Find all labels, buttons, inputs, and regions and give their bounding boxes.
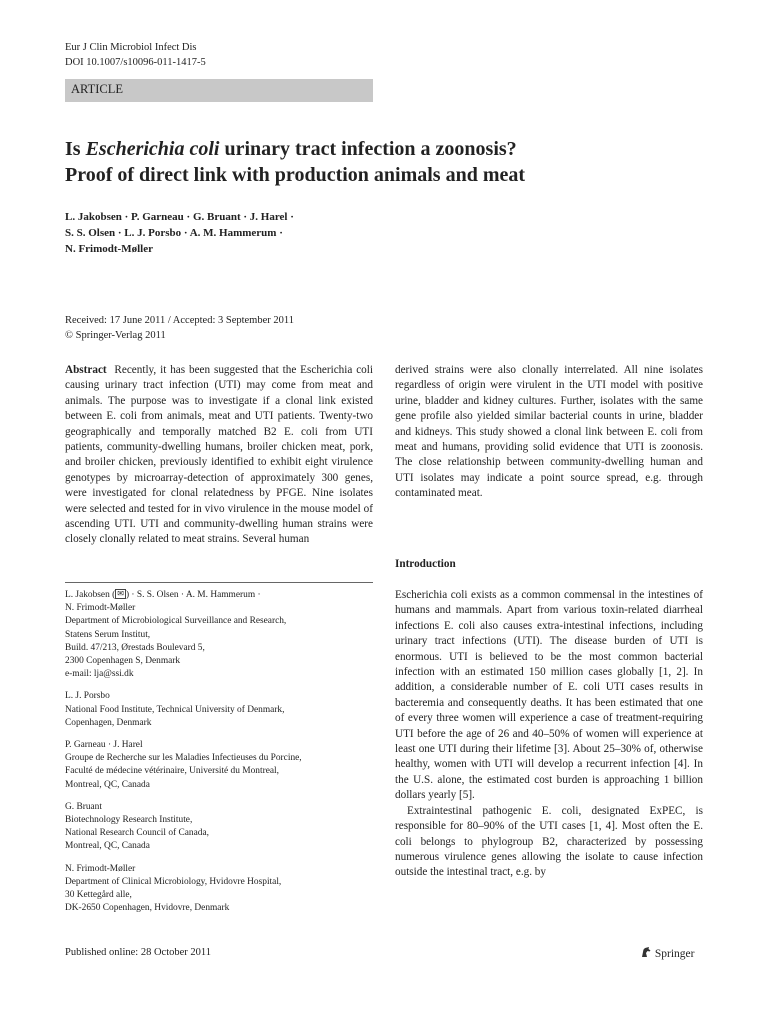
copyright: © Springer-Verlag 2011 xyxy=(65,330,166,341)
doi: DOI 10.1007/s10096-011-1417-5 xyxy=(65,57,206,68)
abstract xyxy=(65,363,373,548)
author-list: L. Jakobsen · P. Garneau · G. Bruant · J. Harel · S. S. Olsen · L. J. Porsbo · A. M. Hammerum · N. Frimodt-Møller xyxy=(65,211,294,255)
affiliation-2: L. J. Porsbo National Food Institute, Technical University of Denmark, Copenhagen, Denmark xyxy=(65,691,285,728)
paper-title xyxy=(65,136,705,188)
email[interactable]: e-mail: lja@ssi.dk xyxy=(65,669,134,680)
title-species: Escherichia coli xyxy=(85,138,220,160)
abstract-text: Recently, it has been suggested that the Escherichia coli causing urinary tract infection (UTI) may come from meat and animals. The purpose was to investigate if a clonal link existed between E. coli from animals, meat and UTI patients. Twenty-two geographically and temporally matched B2 E. coli from UTI patients, community-dwelling humans, broiler chicken meat, pork, and broiler chicken, previously identified to exhibit eight virulence genotypes by microarray-detection of approximately 300 genes, were investigated for clonal relatedness by PFGE. Nine isolates were selected and tested for in vivo virulence in the mouse model of ascending UTI. UTI and community-dwelling human strains were closely clonally related to meat strains. Several human xyxy=(65,364,373,546)
received-date: Received: 17 June 2011 / Accepted: 3 September 2011 xyxy=(65,315,294,326)
affiliations xyxy=(65,589,373,924)
envelope-icon: ✉ xyxy=(117,589,124,598)
published-date: Published online: 28 October 2011 xyxy=(65,947,212,958)
springer-horse-icon xyxy=(640,946,652,958)
affiliation-3: P. Garneau · J. Harel Groupe de Recherche sur les Maladies Infectieuses du Porcine, Faculté de médecine vétérinaire, Université du Montreal, Montreal, QC, Canada xyxy=(65,740,302,790)
article-type-tag: ARTICLE xyxy=(65,79,373,102)
title-line-2: Proof of direct link with production animals and meat xyxy=(65,164,526,186)
affiliation-4: G. Bruant Biotechnology Research Institute, National Research Council of Canada, Montreal, QC, Canada xyxy=(65,801,209,852)
journal-name: Eur J Clin Microbiol Infect Dis xyxy=(65,42,197,53)
introduction-heading: Introduction xyxy=(395,558,456,570)
affiliation-1: L. Jakobsen ( ✉ ) · S. S. Olsen · A. M. Hammerum · N. Frimodt-Møller Department of Microbiological Surveillance and Research, Statens Serum Institut, Build. 47/213, Ørestads Boulevard 5, 2300 Copenhagen S, Denmark e-mail: lja@ssi.dk xyxy=(65,589,287,680)
intro-paragraph-1: Escherichia coli exists as a common commensal in the intestines of humans and mammals. Apart from various toxin-related diarrheal infections E. coli also causes extra-intestinal infections, including urinary tract infections (UTI). The disease burden of UTI is enormous. UTI is believed to be the most common bacterial infection with an estimated 150 million cases globally [1, 2]. In addition, a considerable number of E. coli UTI cases results in bacteremia and consequently deaths. It has been estimated that one of every three women will experience a case of treatment-requiring UTI before the age of 26 and 40–50% of women will experience at least one UTI during their lifetime [3]. About 25–30% of, otherwise healthy, women with UTI will develop a recurrent infection [4]. In the U.S. alone, the estimated cost burden is approaching 1 billion dollars yearly [5]. xyxy=(395,589,703,802)
title-line-1: Is Escherichia coli urinary tract infection a zoonosis? xyxy=(65,138,517,160)
journal-header xyxy=(65,40,206,70)
publisher-logo xyxy=(640,946,694,960)
intro-paragraph-2: Extraintestinal pathogenic E. coli, designated ExPEC, is responsible for 80–90% of the UTI cases [1, 4]. Most often the E. coli belongs to phylogroup B2, characterized by possessing numerous virulence genes allowing the isolate to cause infection outside the intestinal tract, e.g. by xyxy=(395,804,703,879)
abstract-label: Abstract xyxy=(65,364,107,376)
abstract-continued: derived strains were also clonally interrelated. All nine isolates regardless of origin were virulent in the UTI model with positive urine, bladder and kidney cultures. Further, isolates with the same gene profile also yielded similar bacterial counts in urine, bladder and kidneys. This study showed a clonal link between E. coli from meat and humans, providing solid evidence that UTI is zoonosis. The close relationship between community-dwelling human and UTI isolates may indicate a point source spread, e.g. through contaminated meat. xyxy=(395,364,703,500)
footnote-rule xyxy=(65,582,373,583)
dates-block xyxy=(65,313,294,343)
publisher-name: Springer xyxy=(654,948,695,960)
affiliation-5: N. Frimodt-Møller Department of Clinical Microbiology, Hvidovre Hospital, 30 Kettegård alle, DK-2650 Copenhagen, Hvidovre, Denmark xyxy=(65,863,282,914)
introduction-body xyxy=(395,588,703,881)
